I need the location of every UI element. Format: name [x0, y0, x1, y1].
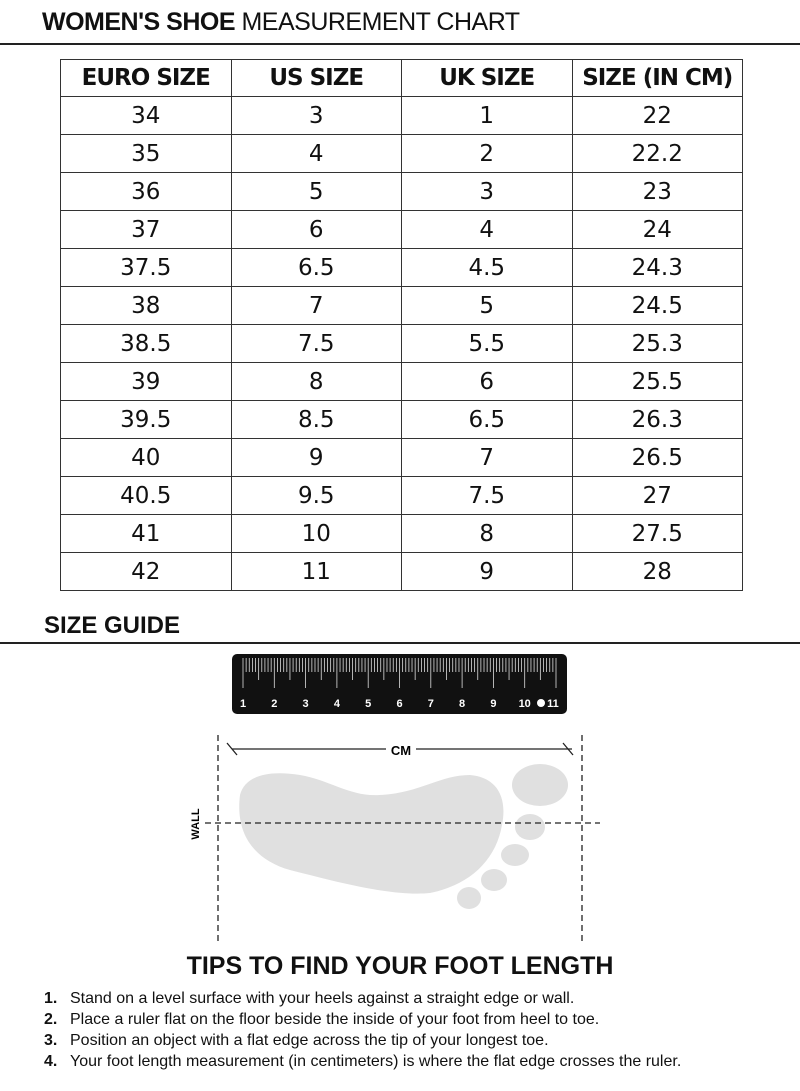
table-cell: 35 [61, 135, 232, 173]
tip-text: Place a ruler flat on the floor beside the inside of your foot from heel to toe. [70, 1011, 600, 1028]
table-cell: 6.5 [231, 249, 402, 287]
table-cell: 5 [402, 287, 573, 325]
table-cell: 3 [402, 173, 573, 211]
measurement-diagram [0, 645, 800, 950]
table-row [61, 553, 743, 591]
table-row [61, 249, 743, 287]
table-cell: 6 [402, 363, 573, 401]
table-cell: 24 [572, 211, 743, 249]
tip-text: Stand on a level surface with your heels against a straight edge or wall. [70, 990, 575, 1007]
table-cell: 27.5 [572, 515, 743, 553]
table-cell: 37 [61, 211, 232, 249]
tip-number: 1. [44, 990, 58, 1007]
cm-label: CM [390, 743, 412, 758]
divider [0, 43, 800, 45]
table-cell: 26.3 [572, 401, 743, 439]
table-cell: 8 [402, 515, 573, 553]
table-cell: 25.5 [572, 363, 743, 401]
ruler-dot-icon [537, 699, 545, 707]
tips-heading: TIPS TO FIND YOUR FOOT LENGTH [186, 952, 614, 980]
table-row [61, 135, 743, 173]
table-cell: 9 [402, 553, 573, 591]
table-cell: 40 [61, 439, 232, 477]
table-cell: 10 [231, 515, 402, 553]
table-cell: 9 [231, 439, 402, 477]
tip-number: 3. [44, 1032, 58, 1049]
column-header: US SIZE [231, 60, 402, 97]
page-title: WOMEN'S SHOE MEASUREMENT CHART [42, 8, 520, 36]
table-cell: 36 [61, 173, 232, 211]
table-cell: 4.5 [402, 249, 573, 287]
size-guide-heading: SIZE GUIDE [44, 612, 181, 639]
table-cell: 40.5 [61, 477, 232, 515]
tip-item [44, 1051, 681, 1072]
table-cell: 22 [572, 97, 743, 135]
table-cell: 8.5 [231, 401, 402, 439]
table-cell: 8 [231, 363, 402, 401]
table-cell: 7.5 [231, 325, 402, 363]
ruler-label: 3 [302, 698, 309, 710]
table-cell: 4 [402, 211, 573, 249]
ruler-label: 2 [271, 698, 278, 710]
ruler-label: 11 [547, 698, 559, 710]
table-row [61, 97, 743, 135]
table-cell: 39 [61, 363, 232, 401]
ruler-label: 7 [427, 698, 434, 710]
table-cell: 42 [61, 553, 232, 591]
ruler-label: 8 [459, 698, 466, 710]
tip-item [44, 1009, 681, 1030]
column-header: EURO SIZE [61, 60, 232, 97]
table-cell: 28 [572, 553, 743, 591]
divider [0, 642, 800, 644]
ruler-label: 9 [490, 698, 497, 710]
table-row [61, 477, 743, 515]
table-row [61, 401, 743, 439]
foot-icon [239, 764, 568, 909]
table-cell: 11 [231, 553, 402, 591]
table-row [61, 173, 743, 211]
table-cell: 22.2 [572, 135, 743, 173]
ruler-label: 1 [239, 698, 247, 710]
size-table [60, 59, 743, 591]
table-cell: 38 [61, 287, 232, 325]
table-cell: 34 [61, 97, 232, 135]
table-cell: 5.5 [402, 325, 573, 363]
ruler-label: 5 [365, 698, 372, 710]
table-row [61, 363, 743, 401]
tip-number: 4. [44, 1053, 58, 1070]
table-cell: 26.5 [572, 439, 743, 477]
table-cell: 1 [402, 97, 573, 135]
tip-number: 2. [44, 1011, 58, 1028]
table-cell: 37.5 [61, 249, 232, 287]
table-row [61, 211, 743, 249]
table-cell: 25.3 [572, 325, 743, 363]
tip-text: Position an object with a flat edge across the tip of your longest toe. [70, 1032, 549, 1049]
ruler-label: 6 [396, 698, 403, 710]
table-cell: 6 [231, 211, 402, 249]
table-cell: 39.5 [61, 401, 232, 439]
table-cell: 23 [572, 173, 743, 211]
table-row [61, 287, 743, 325]
table-cell: 41 [61, 515, 232, 553]
table-cell: 7 [231, 287, 402, 325]
table-row [61, 439, 743, 477]
tip-item [44, 988, 681, 1009]
tip-item [44, 1030, 681, 1051]
table-cell: 24.3 [572, 249, 743, 287]
table-cell: 27 [572, 477, 743, 515]
table-cell: 7 [402, 439, 573, 477]
ruler-label: 4 [333, 698, 340, 710]
table-cell: 7.5 [402, 477, 573, 515]
column-header: UK SIZE [402, 60, 573, 97]
table-cell: 2 [402, 135, 573, 173]
table-row [61, 515, 743, 553]
ruler-icon [232, 654, 567, 714]
table-cell: 24.5 [572, 287, 743, 325]
table-row [61, 325, 743, 363]
table-cell: 6.5 [402, 401, 573, 439]
table-cell: 38.5 [61, 325, 232, 363]
table-cell: 9.5 [231, 477, 402, 515]
table-cell: 5 [231, 173, 402, 211]
wall-label: WALL [190, 808, 202, 840]
column-header: SIZE (IN CM) [572, 60, 743, 97]
tip-text: Your foot length measurement (in centimeters) is where the flat edge crosses the ruler. [70, 1053, 682, 1070]
table-cell: 4 [231, 135, 402, 173]
tips-list [44, 988, 681, 1072]
table-cell: 3 [231, 97, 402, 135]
ruler-label: 10 [518, 698, 531, 710]
